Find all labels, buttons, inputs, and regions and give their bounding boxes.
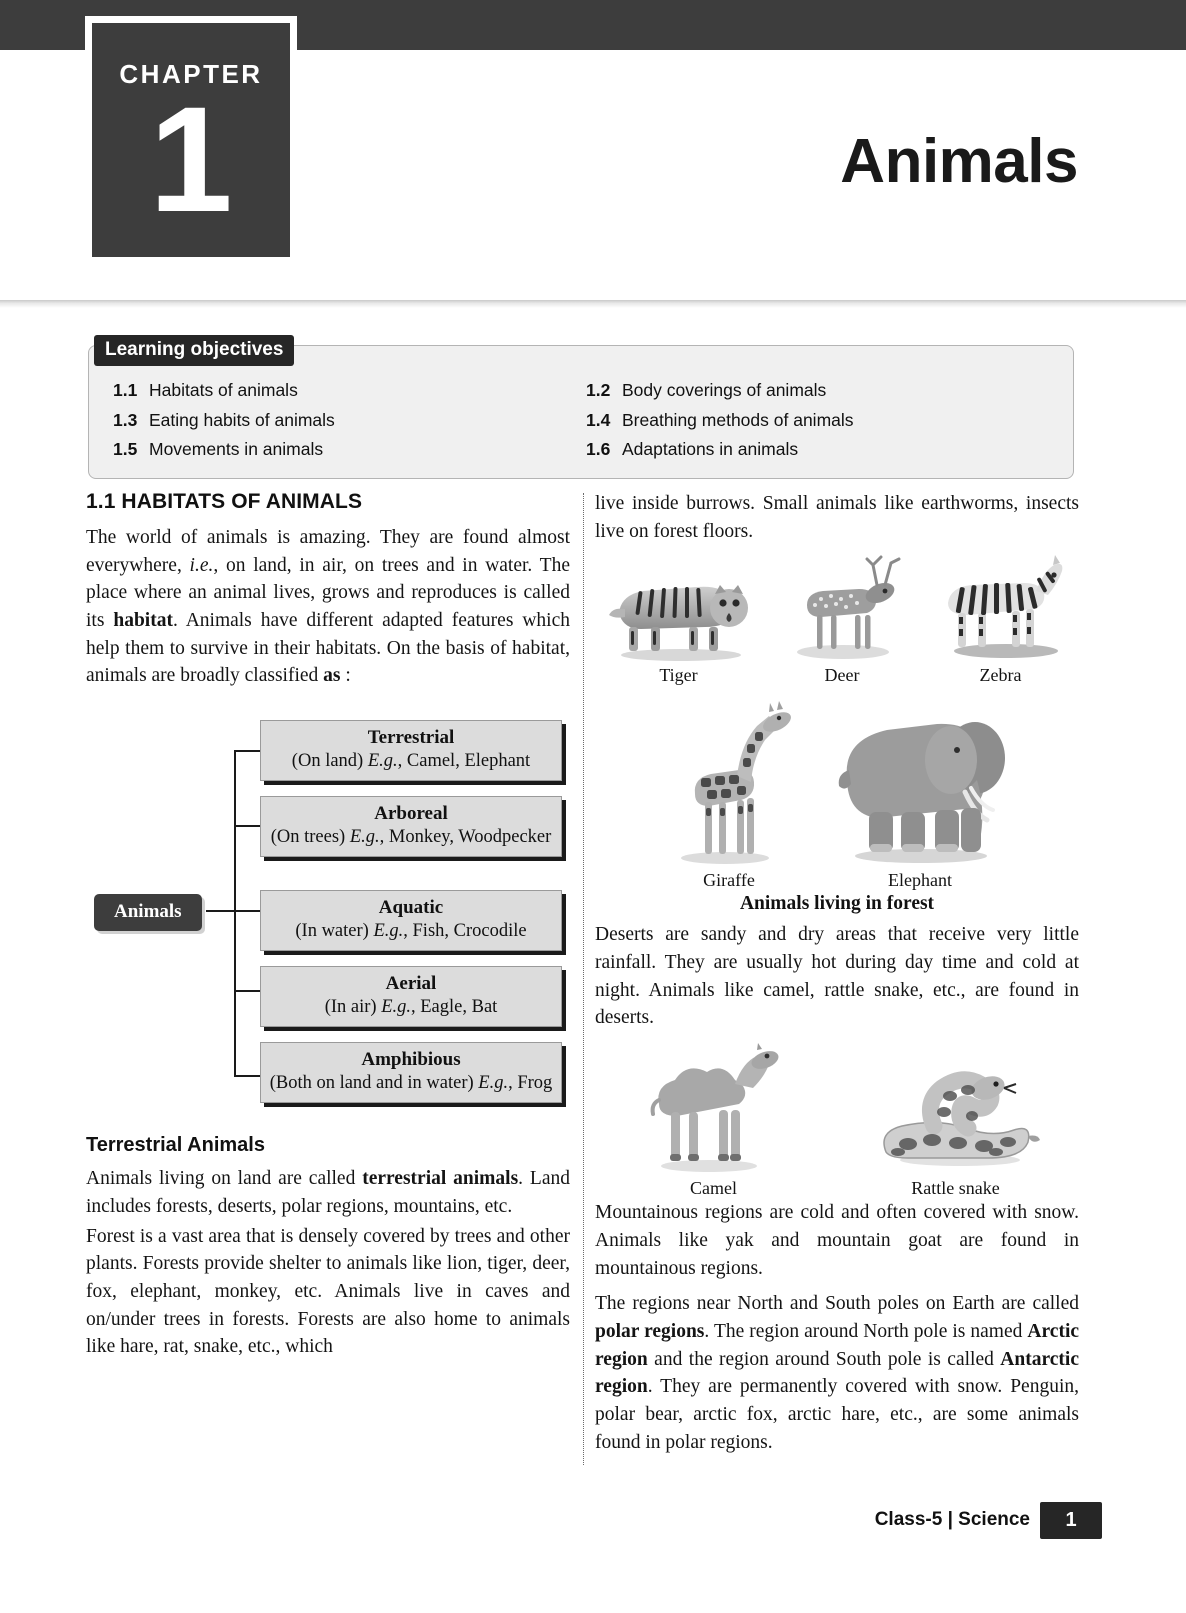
chapter-badge	[85, 16, 297, 264]
desert-paragraph: Deserts are sandy and dry areas that receive very little rainfall. They are usually hot during day time and cold at night. Animals like camel, rattle snake, etc., are found in deserts.	[595, 924, 1079, 1029]
page-title: Animals	[840, 127, 1078, 196]
learning-objective-item	[586, 409, 1049, 433]
forest-figures-row-1	[595, 551, 1079, 686]
footer-label: Class-5 | Science	[874, 1509, 1030, 1530]
objective-number: 1.1	[113, 380, 138, 400]
objective-number: 1.5	[113, 439, 138, 460]
continued-paragraph: live inside burrows. Small animals like earthworms, insects live on forest floors.	[595, 493, 1079, 542]
deer-photo	[777, 551, 907, 663]
header-bottom-shadow	[0, 300, 1186, 308]
tree-node-amphibious	[260, 1042, 562, 1103]
tree-vertical-connector	[234, 750, 236, 1075]
learning-objective-item	[113, 438, 576, 462]
tree-stub-connector	[234, 1075, 260, 1077]
node-name: Amphibious	[361, 1049, 461, 1071]
node-description: (In water) E.g., Fish, Crocodile	[295, 921, 527, 942]
objective-number: 1.2	[586, 380, 611, 400]
objective-label: Body coverings of animals	[622, 380, 827, 400]
node-name: Terrestrial	[367, 727, 455, 749]
figure-deer	[777, 551, 907, 686]
subsection-heading: Terrestrial Animals	[86, 1134, 265, 1157]
tree-root-connector	[206, 910, 236, 912]
tree-node-arboreal	[260, 796, 562, 857]
figure-rattlesnake	[868, 1040, 1043, 1199]
tree-node-terrestrial	[260, 720, 562, 781]
chapter-word-label: CHAPTER	[119, 59, 263, 89]
page-footer	[0, 1496, 1186, 1556]
chapter-number: 1	[149, 75, 233, 243]
objective-label: Breathing methods of animals	[622, 409, 854, 430]
tree-stub-connector	[234, 750, 260, 752]
objective-number: 1.6	[586, 439, 611, 460]
objective-label: Habitats of animals	[149, 380, 298, 400]
objective-number: 1.4	[586, 409, 611, 430]
node-name: Arboreal	[374, 803, 448, 825]
zebra-photo	[928, 551, 1073, 663]
node-description: (On trees) E.g., Monkey, Woodpecker	[270, 827, 552, 848]
page-number-badge: 1	[1040, 1502, 1102, 1539]
objective-label: Eating habits of animals	[149, 409, 335, 430]
intro-paragraph: The world of animals is amazing. They are found almost everywhere, i.e., on land, in air, on trees and in water. The place where an animal lives, grows and reproduces is called its habitat. Animals have different adapted features which help them to survive in their habitats. On the basis of habitat, animals are broadly classified as :	[86, 527, 570, 687]
content-columns	[0, 490, 1186, 1470]
forest-figures-group-caption: Animals living in forest	[739, 893, 935, 915]
polar-paragraph: The regions near North and South poles on Earth are called polar regions. The region around North pole is named Arctic region and the region around South pole is called Antarctic region. They are permanently covered with snow. Penguin, polar bear, arctic fox, arctic hare, etc., are some animals found in polar regions.	[595, 1293, 1080, 1453]
tree-stub-connector	[234, 825, 260, 827]
node-description: (Both on land and in water) E.g., Frog	[269, 1073, 553, 1094]
tiger-photo	[601, 551, 756, 663]
objective-label: Movements in animals	[149, 439, 324, 460]
camel-photo	[631, 1040, 796, 1176]
figure-caption: Tiger	[659, 665, 698, 686]
tree-stub-connector	[234, 990, 260, 992]
figure-caption: Elephant	[888, 870, 952, 891]
animal-classification-diagram	[86, 702, 570, 1120]
objective-label: Adaptations in animals	[622, 439, 799, 460]
section-heading: 1.1 HABITATS OF ANIMALS	[86, 490, 363, 513]
left-column	[86, 490, 570, 1363]
figure-caption: Deer	[824, 665, 860, 686]
right-column	[595, 490, 1079, 1458]
figure-caption: Rattle snake	[911, 1178, 1000, 1199]
tree-node-aerial	[260, 966, 562, 1027]
figure-tiger	[601, 551, 756, 686]
figure-elephant	[825, 696, 1015, 891]
node-name: Aquatic	[378, 897, 444, 919]
learning-objective-item	[113, 409, 576, 433]
learning-objective-item	[113, 379, 576, 403]
tree-root-node: Animals	[94, 894, 202, 931]
figure-zebra	[928, 551, 1073, 686]
column-divider	[583, 493, 584, 1465]
mountain-paragraph: Mountainous regions are cold and often covered with snow. Animals like yak and mountain goat are found in mountainous regions.	[595, 1202, 1079, 1279]
elephant-photo	[825, 696, 1015, 868]
figure-camel	[631, 1040, 796, 1199]
learning-objective-item	[586, 379, 1049, 403]
learning-objectives-panel	[88, 339, 1074, 479]
figure-caption: Camel	[690, 1178, 737, 1199]
desert-figures-row	[595, 1040, 1079, 1199]
figure-giraffe	[659, 696, 799, 891]
node-description: (On land) E.g., Camel, Elephant	[291, 751, 531, 772]
forest-figures-row-2	[595, 696, 1079, 891]
figure-caption: Giraffe	[703, 870, 755, 891]
terrestrial-paragraph-2: Forest is a vast area that is densely covered by trees and other plants. Forests provide shelter to animals like lion, tiger, deer, fox, elephant, monkey, etc. Animals live in caves and on/under trees in forests. Forests are also home to animals like hare, rat, snake, etc., which	[86, 1225, 570, 1358]
terrestrial-paragraph-1: Animals living on land are called terrestrial animals. Land includes forests, deserts, polar regions, mountains, etc.	[86, 1168, 570, 1217]
rattlesnake-photo	[868, 1040, 1043, 1176]
figure-caption: Zebra	[979, 665, 1022, 686]
giraffe-photo	[659, 696, 799, 868]
learning-objective-item	[586, 438, 1049, 462]
learning-objectives-tab-label: Learning objectives	[94, 335, 294, 366]
objective-number: 1.3	[113, 409, 138, 430]
node-name: Aerial	[385, 973, 437, 995]
page-header	[0, 0, 1186, 308]
node-description: (In air) E.g., Eagle, Bat	[324, 997, 498, 1018]
tree-node-aquatic	[260, 890, 562, 951]
tree-stub-connector	[234, 910, 260, 912]
